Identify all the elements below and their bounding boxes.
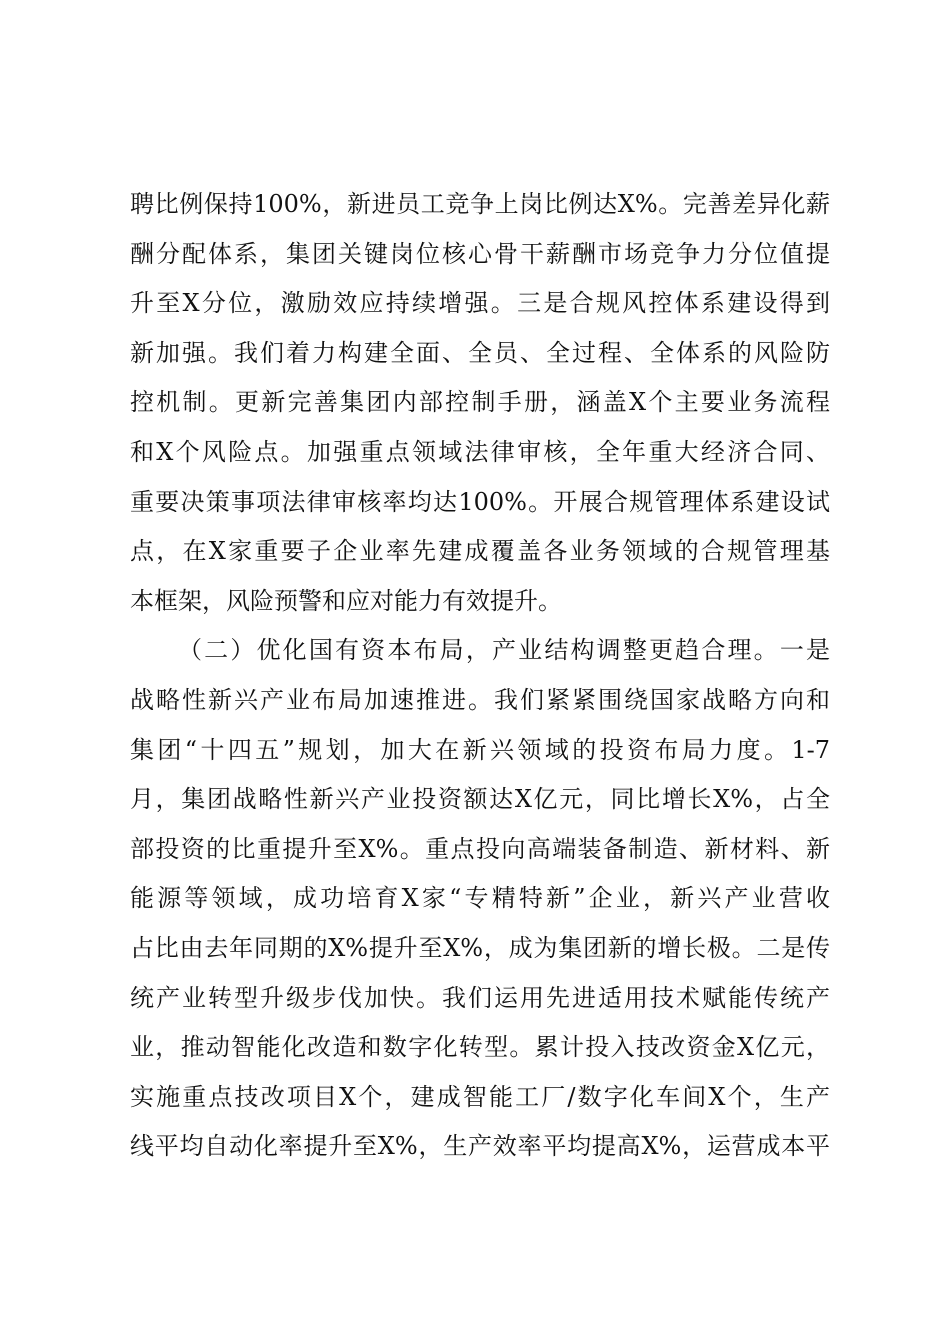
text-line: 聘比例保持100%，新进员工竞争上岗比例达X%。完善差异化薪 <box>130 190 830 218</box>
text-line: 月，集团战略性新兴产业投资额达X亿元，同比增长X%，占全 <box>130 785 830 814</box>
text-line: 实施重点技改项目X个，建成智能工厂/数字化车间X个，生产 <box>130 1082 830 1111</box>
text-line: 线平均自动化率提升至X%，生产效率平均提高X%，运营成本平 <box>130 1132 830 1161</box>
text-line: 部投资的比重提升至X%。重点投向高端装备制造、新材料、新 <box>130 834 830 863</box>
text-line: 占比由去年同期的X%提升至X%，成为集团新的增长极。二是传 <box>130 933 830 962</box>
text-line: 业，推动智能化改造和数字化转型。累计投入技改资金X亿元， <box>130 1033 830 1062</box>
text-line: 控机制。更新完善集团内部控制手册，涵盖X个主要业务流程 <box>130 388 830 417</box>
text-line: 升至X分位，激励效应持续增强。三是合规风控体系建设得到 <box>130 289 830 318</box>
text-line: 重要决策事项法律审核率均达100%。开展合规管理体系建设试 <box>130 487 830 516</box>
text-line: 点，在X家重要子企业率先建成覆盖各业务领域的合规管理基 <box>130 537 830 566</box>
body-text <box>130 180 830 1172</box>
text-line: 本框架，风险预警和应对能力有效提升。 <box>130 586 562 615</box>
text-line: 能源等领域，成功培育X家“专精特新”企业，新兴产业营收 <box>130 884 830 913</box>
text-line: 酬分配体系，集团关键岗位核心骨干薪酬市场竞争力分位值提 <box>130 239 830 268</box>
text-line: 和X个风险点。加强重点领域法律审核，全年重大经济合同、 <box>130 437 830 466</box>
text-line: 新加强。我们着力构建全面、全员、全过程、全体系的风险防 <box>130 338 830 367</box>
text-line: 集团“十四五”规划，加大在新兴领域的投资布局力度。1-7 <box>130 735 830 764</box>
section-heading-line: （二）优化国有资本布局，产业结构调整更趋合理。一是 <box>178 636 830 665</box>
text-line: 战略性新兴产业布局加速推进。我们紧紧围绕国家战略方向和 <box>130 685 830 714</box>
text-line: 统产业转型升级步伐加快。我们运用先进适用技术赋能传统产 <box>130 983 830 1012</box>
